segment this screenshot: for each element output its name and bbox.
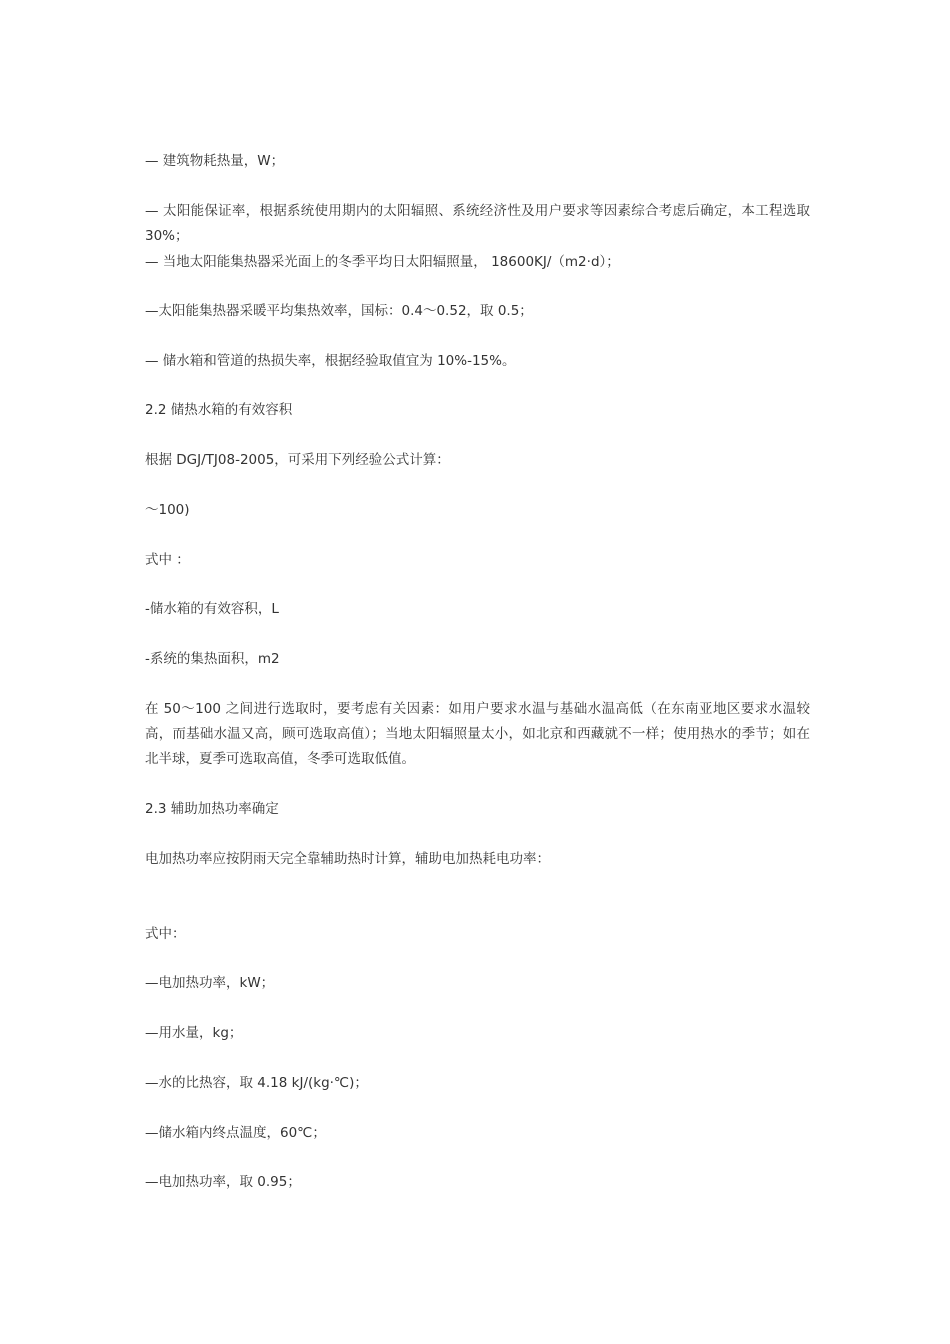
variable-specific-heat: —水的比热容，取 4.18 kJ/(kg·℃)； — [145, 1075, 368, 1091]
variable-solar-fraction: — 太阳能保证率，根据系统使用期内的太阳辐照、系统经济性及用户要求等因素综合考虑后确定，本工程选取 30%； — [145, 203, 810, 244]
variable-tank-volume: -储水箱的有效容积，L — [145, 601, 279, 617]
variable-solar-irradiation: — 当地太阳能集热器采光面上的冬季平均日太阳辐照量， 18600KJ/（m2·d）； — [145, 254, 620, 270]
variable-heat-loss-rate: — 储水箱和管道的热损失率，根据经验取值宜为 10%-15%。 — [145, 353, 516, 369]
variable-collector-area: -系统的集热面积，m2 — [145, 651, 280, 667]
variable-heater-efficiency: —电加热功率，取 0.95； — [145, 1174, 301, 1190]
where-label: 式中 ： — [145, 552, 190, 568]
section-heading-2-3: 2.3 辅助加热功率确定 — [145, 801, 279, 817]
variable-water-amount: —用水量，kg； — [145, 1025, 243, 1041]
variable-end-temperature: —储水箱内终点温度，60℃； — [145, 1125, 326, 1141]
formula-intro: 根据 DGJ/TJ08-2005，可采用下列经验公式计算： — [145, 452, 450, 468]
variable-collector-efficiency: —太阳能集热器采暖平均集热效率，国标：0.4～0.52，取 0.5； — [145, 303, 533, 319]
formula-range: ～100) — [145, 502, 190, 518]
selection-paragraph: 在 50～100 之间进行选取时，要考虑有关因素：如用户要求水温与基础水温高低（在东南亚地区要求水温较高，而基础水温又高，顾可选取高值）；当地太阳辐照量太小，如北京和西藏就不一样；使用热水的季节；如在北半球，夏季可选取高值，冬季可选取低值。 — [145, 701, 810, 767]
variable-heater-power: —电加热功率，kW； — [145, 975, 275, 991]
variable-building-heat-loss: — 建筑物耗热量，W； — [145, 153, 285, 169]
where-label-2: 式中： — [145, 926, 186, 942]
section-heading-2-2: 2.2 储热水箱的有效容积 — [145, 402, 293, 418]
heater-power-intro: 电加热功率应按阴雨天完全靠辅助热时计算，辅助电加热耗电功率： — [145, 851, 550, 867]
